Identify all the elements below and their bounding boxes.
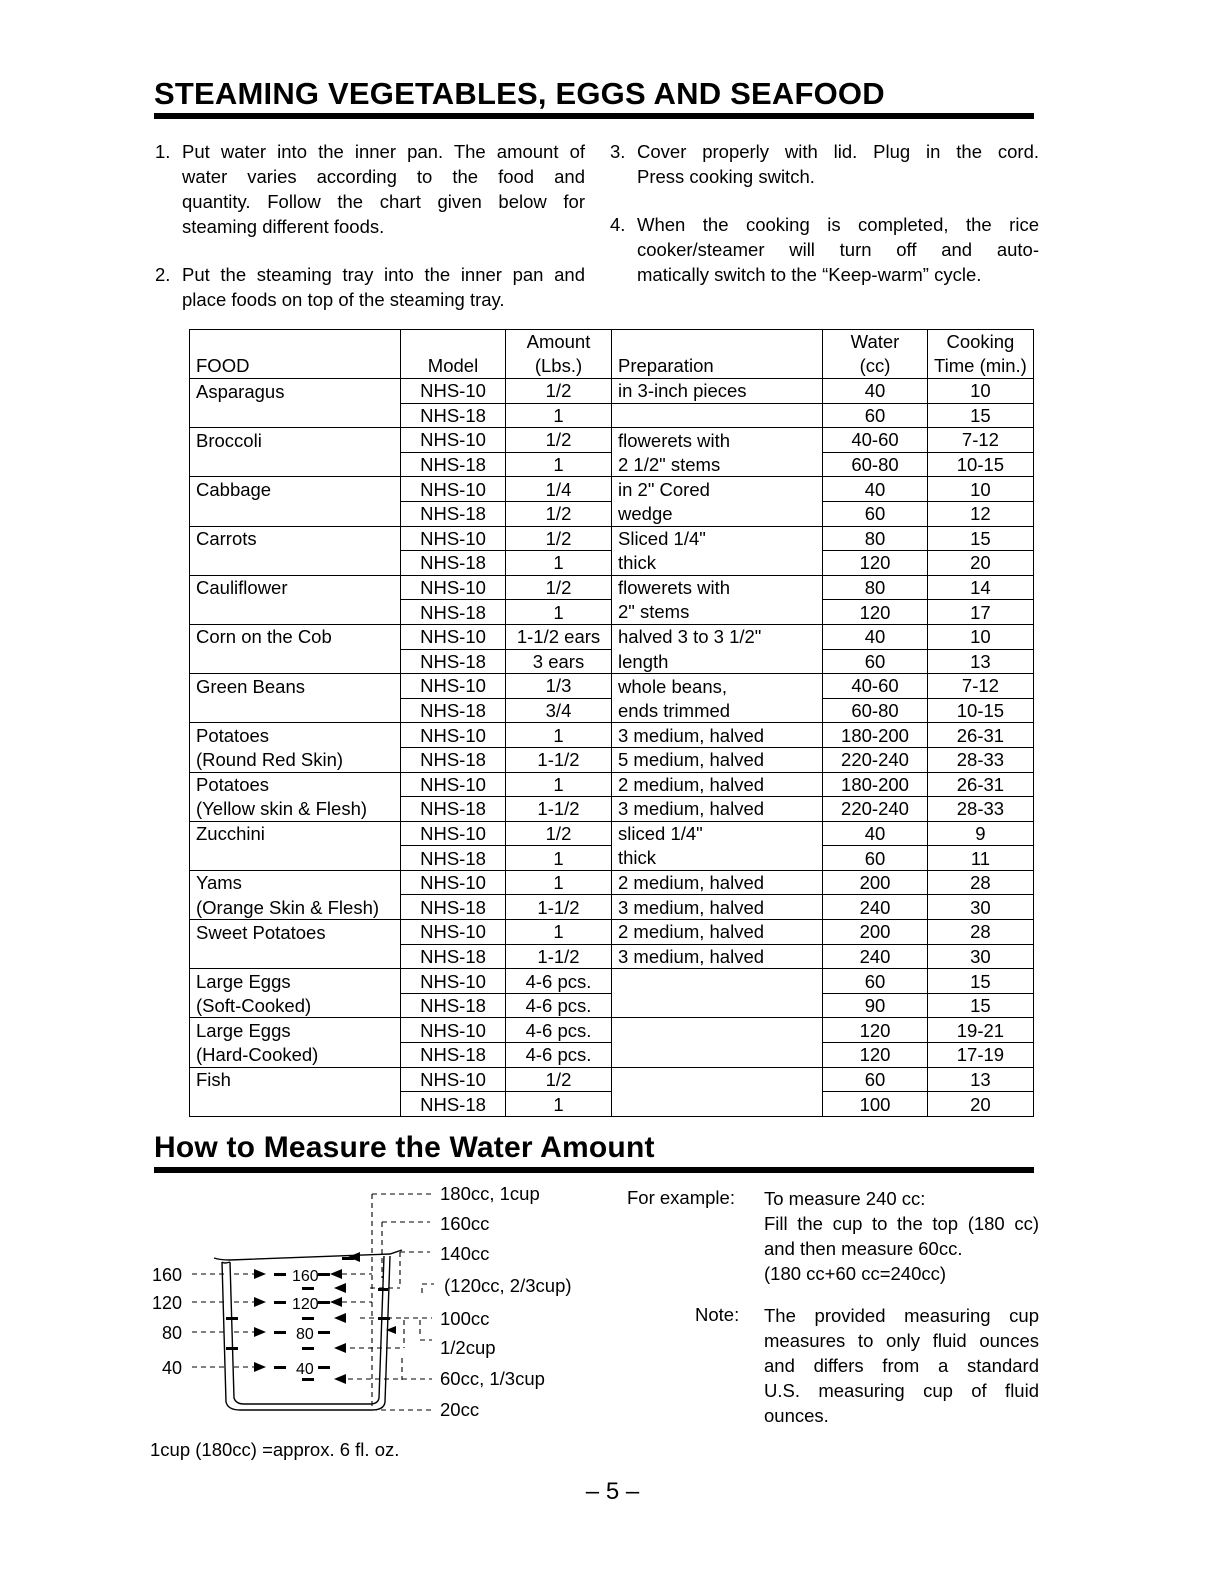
left-mark-120: 120 — [152, 1293, 183, 1313]
note-line: The provided measuring cup — [764, 1305, 1039, 1326]
amount-cell: 1-1/2 — [506, 747, 612, 772]
water-cell: 220-240 — [823, 797, 928, 822]
food-cell — [190, 846, 401, 871]
model-cell: NHS-10 — [401, 870, 506, 895]
water-cell: 40 — [823, 379, 928, 404]
amount-cell: 1 — [506, 551, 612, 576]
time-cell: 26-31 — [928, 772, 1034, 797]
amount-cell: 1-1/2 — [506, 797, 612, 822]
amount-cell: 1/2 — [506, 379, 612, 404]
preparation-cell — [612, 1018, 823, 1043]
left-mark-40: 40 — [162, 1358, 183, 1378]
preparation-cell: 5 medium, halved — [612, 747, 823, 772]
preparation-cell: 2 medium, halved — [612, 920, 823, 945]
water-cell: 40 — [823, 821, 928, 846]
food-cell: (Yellow skin & Flesh) — [190, 797, 401, 822]
food-cell — [190, 944, 401, 969]
table-row — [190, 821, 1034, 846]
food-cell: (Soft-Cooked) — [190, 993, 401, 1018]
preparation-cell: 3 medium, halved — [612, 944, 823, 969]
water-cell: 240 — [823, 944, 928, 969]
food-cell — [190, 600, 401, 625]
amount-cell: 1-1/2 ears — [506, 624, 612, 649]
water-cell: 60-80 — [823, 698, 928, 723]
amount-cell: 3/4 — [506, 698, 612, 723]
header-food: FOOD — [190, 330, 401, 379]
title-rule — [154, 113, 1034, 119]
table-row — [190, 403, 1034, 428]
food-cell: Carrots — [190, 526, 401, 551]
cup-label-20: 20cc — [440, 1399, 480, 1420]
preparation-cell: 3 medium, halved — [612, 895, 823, 920]
model-cell: NHS-18 — [401, 797, 506, 822]
note-line: measures to only fluid ounces — [764, 1330, 1039, 1351]
amount-cell: 4-6 pcs. — [506, 1018, 612, 1043]
water-cell: 120 — [823, 1018, 928, 1043]
table-row — [190, 993, 1034, 1018]
water-cell: 40 — [823, 477, 928, 502]
inner-mark-120: 120 — [292, 1296, 319, 1313]
amount-cell: 4-6 pcs. — [506, 969, 612, 994]
amount-cell: 1 — [506, 403, 612, 428]
time-cell: 17 — [928, 600, 1034, 625]
amount-cell: 1/4 — [506, 477, 612, 502]
table-row — [190, 1043, 1034, 1068]
table-row — [190, 723, 1034, 748]
time-cell: 14 — [928, 575, 1034, 600]
water-cell: 240 — [823, 895, 928, 920]
measure-section-title: How to Measure the Water Amount — [154, 1131, 655, 1164]
preparation-cell — [612, 1067, 823, 1092]
time-cell: 9 — [928, 821, 1034, 846]
step-number: 4. — [610, 214, 626, 235]
example-line: and then measure 60cc. — [764, 1238, 963, 1259]
table-row — [190, 379, 1034, 404]
table-row — [190, 649, 1034, 674]
step-line: cooker/steamer will turn off and auto- — [637, 239, 1039, 260]
cup-note: 1cup (180cc) =approx. 6 fl. oz. — [150, 1439, 400, 1460]
food-cell: Zucchini — [190, 821, 401, 846]
preparation-cell: flowerets with — [612, 575, 823, 600]
header-cooking-time: Cooking Time (min.) — [928, 330, 1034, 379]
water-cell: 220-240 — [823, 747, 928, 772]
model-cell: NHS-18 — [401, 452, 506, 477]
table-row — [190, 944, 1034, 969]
model-cell: NHS-10 — [401, 575, 506, 600]
table-row — [190, 501, 1034, 526]
food-cell — [190, 452, 401, 477]
inner-mark-80: 80 — [296, 1326, 314, 1343]
time-cell: 19-21 — [928, 1018, 1034, 1043]
header-amount: Amount (Lbs.) — [506, 330, 612, 379]
preparation-cell: 2 medium, halved — [612, 870, 823, 895]
note-text — [764, 1303, 1039, 1428]
step-line: Cover properly with lid. Plug in the cord. — [637, 141, 1039, 162]
food-cell — [190, 698, 401, 723]
food-cell — [190, 1092, 401, 1117]
preparation-cell: whole beans, — [612, 674, 823, 699]
time-cell: 7-12 — [928, 428, 1034, 453]
time-cell: 10 — [928, 624, 1034, 649]
model-cell: NHS-10 — [401, 379, 506, 404]
time-cell: 30 — [928, 895, 1034, 920]
time-cell: 28 — [928, 870, 1034, 895]
table-row — [190, 1067, 1034, 1092]
amount-cell: 1/2 — [506, 821, 612, 846]
step-line: Put water into the inner pan. The amount of — [182, 141, 585, 162]
measuring-cup-diagram — [150, 1180, 610, 1430]
food-cell — [190, 551, 401, 576]
water-cell: 120 — [823, 551, 928, 576]
table-row — [190, 1092, 1034, 1117]
header-model: Model — [401, 330, 506, 379]
food-cell: (Round Red Skin) — [190, 747, 401, 772]
inner-mark-160: 160 — [292, 1268, 319, 1285]
model-cell: NHS-18 — [401, 895, 506, 920]
amount-cell: 4-6 pcs. — [506, 1043, 612, 1068]
table-header-row — [190, 330, 1034, 379]
time-cell: 26-31 — [928, 723, 1034, 748]
amount-cell: 1 — [506, 723, 612, 748]
amount-cell: 1-1/2 — [506, 944, 612, 969]
table-row — [190, 452, 1034, 477]
water-cell: 90 — [823, 993, 928, 1018]
food-cell: Broccoli — [190, 428, 401, 453]
preparation-cell: 3 medium, halved — [612, 797, 823, 822]
model-cell: NHS-10 — [401, 969, 506, 994]
preparation-cell — [612, 403, 823, 428]
page-title: STEAMING VEGETABLES, EGGS AND SEAFOOD — [154, 76, 885, 111]
model-cell: NHS-10 — [401, 772, 506, 797]
preparation-cell — [612, 1043, 823, 1068]
model-cell: NHS-18 — [401, 698, 506, 723]
measure-title-rule — [154, 1167, 1034, 1173]
time-cell: 30 — [928, 944, 1034, 969]
water-cell: 60 — [823, 649, 928, 674]
model-cell: NHS-10 — [401, 1018, 506, 1043]
model-cell: NHS-10 — [401, 624, 506, 649]
step-line: steaming different foods. — [182, 216, 385, 237]
example-text — [764, 1186, 1039, 1286]
table-row — [190, 870, 1034, 895]
water-cell: 60 — [823, 846, 928, 871]
water-cell: 180-200 — [823, 723, 928, 748]
amount-cell: 1-1/2 — [506, 895, 612, 920]
left-mark-160: 160 — [152, 1265, 183, 1285]
water-cell: 100 — [823, 1092, 928, 1117]
food-cell: (Hard-Cooked) — [190, 1043, 401, 1068]
time-cell: 12 — [928, 501, 1034, 526]
time-cell: 13 — [928, 649, 1034, 674]
food-cell: Potatoes — [190, 723, 401, 748]
time-cell: 15 — [928, 993, 1034, 1018]
model-cell: NHS-18 — [401, 403, 506, 428]
food-cell: Fish — [190, 1067, 401, 1092]
time-cell: 15 — [928, 403, 1034, 428]
preparation-cell: in 3-inch pieces — [612, 379, 823, 404]
preparation-cell: in 2" Cored — [612, 477, 823, 502]
water-cell: 60 — [823, 501, 928, 526]
step-line: When the cooking is completed, the rice — [637, 214, 1039, 235]
model-cell: NHS-10 — [401, 428, 506, 453]
food-cell — [190, 501, 401, 526]
time-cell: 28-33 — [928, 797, 1034, 822]
water-cell: 120 — [823, 600, 928, 625]
food-cell: Large Eggs — [190, 1018, 401, 1043]
table-row — [190, 797, 1034, 822]
note-line: ounces. — [764, 1405, 829, 1426]
amount-cell: 1/2 — [506, 1067, 612, 1092]
preparation-cell: flowerets with — [612, 428, 823, 453]
table-row — [190, 575, 1034, 600]
amount-cell: 1 — [506, 600, 612, 625]
model-cell: NHS-10 — [401, 821, 506, 846]
preparation-cell: halved 3 to 3 1/2" — [612, 624, 823, 649]
header-preparation: Preparation — [612, 330, 823, 379]
preparation-cell: 2 1/2" stems — [612, 452, 823, 477]
food-cell: Green Beans — [190, 674, 401, 699]
time-cell: 15 — [928, 526, 1034, 551]
time-cell: 11 — [928, 846, 1034, 871]
time-cell: 28 — [928, 920, 1034, 945]
preparation-cell: 2" stems — [612, 600, 823, 625]
model-cell: NHS-10 — [401, 477, 506, 502]
food-cell: Asparagus — [190, 379, 401, 404]
left-mark-80: 80 — [162, 1323, 183, 1343]
model-cell: NHS-18 — [401, 846, 506, 871]
food-cell: (Orange Skin & Flesh) — [190, 895, 401, 920]
table-row — [190, 477, 1034, 502]
table-row — [190, 772, 1034, 797]
model-cell: NHS-10 — [401, 1067, 506, 1092]
preparation-cell: 3 medium, halved — [612, 723, 823, 748]
inner-mark-40: 40 — [296, 1361, 314, 1378]
model-cell: NHS-10 — [401, 920, 506, 945]
preparation-cell: thick — [612, 551, 823, 576]
time-cell: 15 — [928, 969, 1034, 994]
time-cell: 10-15 — [928, 452, 1034, 477]
step-number: 2. — [155, 264, 171, 285]
note-line: U.S. measuring cup of fluid — [764, 1380, 1039, 1401]
amount-cell: 1/3 — [506, 674, 612, 699]
page-number: – 5 – — [585, 1478, 640, 1505]
preparation-cell — [612, 1092, 823, 1117]
preparation-cell — [612, 993, 823, 1018]
water-cell: 60 — [823, 1067, 928, 1092]
table-row — [190, 920, 1034, 945]
amount-cell: 1/2 — [506, 501, 612, 526]
model-cell: NHS-18 — [401, 501, 506, 526]
cup-label-120: (120cc, 2/3cup) — [444, 1275, 572, 1296]
step-line: water varies according to the food and — [182, 166, 585, 187]
water-cell: 80 — [823, 526, 928, 551]
table-row — [190, 624, 1034, 649]
water-cell: 40 — [823, 624, 928, 649]
model-cell: NHS-10 — [401, 723, 506, 748]
water-cell: 200 — [823, 920, 928, 945]
time-cell: 17-19 — [928, 1043, 1034, 1068]
food-cell — [190, 649, 401, 674]
model-cell: NHS-18 — [401, 993, 506, 1018]
water-cell: 120 — [823, 1043, 928, 1068]
example-line: To measure 240 cc: — [764, 1188, 926, 1209]
cup-label-100: 100cc — [440, 1308, 490, 1329]
preparation-cell: thick — [612, 846, 823, 871]
time-cell: 10-15 — [928, 698, 1034, 723]
header-water: Water (cc) — [823, 330, 928, 379]
step-line: matically switch to the “Keep-warm” cycle. — [637, 264, 982, 285]
water-cell: 200 — [823, 870, 928, 895]
table-row — [190, 969, 1034, 994]
table-row — [190, 895, 1034, 920]
preparation-cell: ends trimmed — [612, 698, 823, 723]
amount-cell: 1/2 — [506, 526, 612, 551]
amount-cell: 1 — [506, 772, 612, 797]
example-line: (180 cc+60 cc=240cc) — [764, 1263, 947, 1284]
model-cell: NHS-10 — [401, 674, 506, 699]
amount-cell: 4-6 pcs. — [506, 993, 612, 1018]
food-cell: Sweet Potatoes — [190, 920, 401, 945]
time-cell: 28-33 — [928, 747, 1034, 772]
time-cell: 10 — [928, 477, 1034, 502]
example-label: For example: — [627, 1187, 735, 1208]
table-row — [190, 428, 1034, 453]
preparation-cell: 2 medium, halved — [612, 772, 823, 797]
time-cell: 13 — [928, 1067, 1034, 1092]
cup-label-half: 1/2cup — [440, 1337, 496, 1358]
food-cell: Cauliflower — [190, 575, 401, 600]
preparation-cell: length — [612, 649, 823, 674]
water-cell: 60 — [823, 403, 928, 428]
preparation-cell: sliced 1/4" — [612, 821, 823, 846]
table-row — [190, 698, 1034, 723]
water-cell: 60-80 — [823, 452, 928, 477]
food-cell — [190, 403, 401, 428]
model-cell: NHS-18 — [401, 551, 506, 576]
amount-cell: 1 — [506, 452, 612, 477]
water-cell: 180-200 — [823, 772, 928, 797]
step-line: Press cooking switch. — [637, 166, 815, 187]
preparation-cell: wedge — [612, 501, 823, 526]
table-row — [190, 551, 1034, 576]
model-cell: NHS-18 — [401, 649, 506, 674]
example-line: Fill the cup to the top (180 cc) — [764, 1213, 1039, 1234]
model-cell: NHS-18 — [401, 747, 506, 772]
table-row — [190, 674, 1034, 699]
model-cell: NHS-18 — [401, 600, 506, 625]
step-line: place foods on top of the steaming tray. — [182, 289, 505, 310]
note-label: Note: — [695, 1304, 740, 1325]
amount-cell: 1 — [506, 870, 612, 895]
amount-cell: 1 — [506, 1092, 612, 1117]
water-cell: 60 — [823, 969, 928, 994]
food-cell: Corn on the Cob — [190, 624, 401, 649]
table-row — [190, 526, 1034, 551]
table-row — [190, 1018, 1034, 1043]
table-row — [190, 846, 1034, 871]
step-line: quantity. Follow the chart given below for — [182, 191, 585, 212]
preparation-cell: Sliced 1/4" — [612, 526, 823, 551]
cup-label-140: 140cc — [440, 1243, 490, 1264]
time-cell: 20 — [928, 1092, 1034, 1117]
amount-cell: 1/2 — [506, 575, 612, 600]
cup-label-160: 160cc — [440, 1213, 490, 1234]
food-cell: Large Eggs — [190, 969, 401, 994]
water-cell: 40-60 — [823, 674, 928, 699]
time-cell: 7-12 — [928, 674, 1034, 699]
step-line: Put the steaming tray into the inner pan and — [182, 264, 585, 285]
amount-cell: 1/2 — [506, 428, 612, 453]
water-cell: 80 — [823, 575, 928, 600]
amount-cell: 1 — [506, 920, 612, 945]
amount-cell: 3 ears — [506, 649, 612, 674]
note-line: and differs from a standard — [764, 1355, 1039, 1376]
cup-label-60: 60cc, 1/3cup — [440, 1368, 545, 1389]
amount-cell: 1 — [506, 846, 612, 871]
water-cell: 40-60 — [823, 428, 928, 453]
steaming-chart-table — [189, 329, 1034, 1117]
table-row — [190, 747, 1034, 772]
preparation-cell — [612, 969, 823, 994]
model-cell: NHS-18 — [401, 1092, 506, 1117]
time-cell: 10 — [928, 379, 1034, 404]
model-cell: NHS-18 — [401, 1043, 506, 1068]
step-number: 1. — [155, 141, 171, 162]
food-cell: Potatoes — [190, 772, 401, 797]
table-row — [190, 600, 1034, 625]
model-cell: NHS-18 — [401, 944, 506, 969]
time-cell: 20 — [928, 551, 1034, 576]
cup-label-180: 180cc, 1cup — [440, 1183, 540, 1204]
step-number: 3. — [610, 141, 626, 162]
food-cell: Cabbage — [190, 477, 401, 502]
model-cell: NHS-10 — [401, 526, 506, 551]
food-cell: Yams — [190, 870, 401, 895]
